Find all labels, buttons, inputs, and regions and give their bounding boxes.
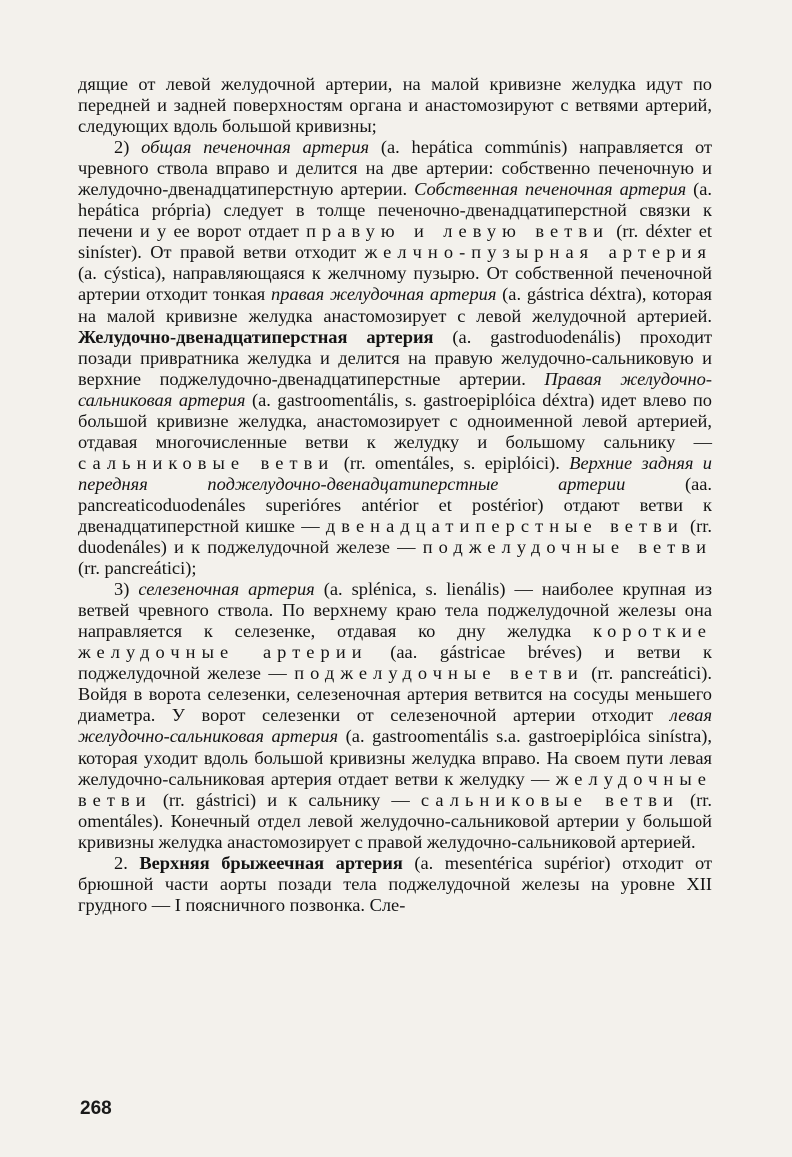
term-italic: правая желудочная артерия	[271, 284, 497, 305]
term-bold: Желудочно-двенадцатиперстная артерия	[78, 326, 434, 347]
paragraph-3	[78, 579, 712, 853]
term-spaced: желудочные ветви	[78, 768, 712, 810]
text-run: (a. hepática commúnis) направляется от чревного ствола вправо и делится на две артерии: собственно печеночную и желудочно-двенадцатиперстную артерии.	[78, 137, 712, 200]
term-spaced: короткие желудочные артерии	[78, 621, 712, 663]
term-italic: левая желудочно-сальниковая артерия	[78, 705, 712, 747]
text-run: (rr. omentáles, s. epiplóici).	[334, 452, 570, 473]
paragraph-4	[78, 853, 712, 916]
text-run: (a. gástrica déxtra), которая на малой кривизне желудка анастомозирует с левой желудочной артерией.	[78, 284, 713, 326]
text-run: дящие от левой желудочной артерии, на малой кривизне желудка идут по передней и задней поверхностям органа и анастомозируют с ветвями артерий, следующих вдоль большой кривизны;	[78, 74, 712, 137]
body-text	[78, 74, 712, 916]
list-number: 2.	[114, 852, 140, 873]
text-run: (a. gastroduodenális) проходит позади привратника желудка и делится на правую желудочно-сальниковую и верхние поджелудочно-двенадцатиперстные артерии.	[78, 326, 713, 389]
term-italic: Собственная печеночная артерия	[414, 179, 687, 200]
paragraph-2	[78, 137, 712, 579]
text-run: (a. mesentérica supérior) отходит от брюшной части аорты позади тела поджелудочной железы на уровне XII грудного — I поясничного позвонка. Сле-	[78, 852, 712, 915]
text-run: (a. gastroomentális, s. gastroepiplóica déxtra) идет влево по большой кривизне желудка, анастомозирует с одноименной левой артерией, отдавая многочисленные ветви к желудку и большому сальнику —	[78, 389, 712, 452]
term-spaced: двенадцатиперстные ветви	[325, 515, 684, 536]
text-run: (rr. déxter et siníster). От правой ветви отходит	[78, 221, 712, 263]
term-italic: селезеночная артерия	[138, 579, 315, 600]
term-spaced: поджелудочные ветви	[294, 663, 584, 684]
paragraph-1	[78, 74, 712, 137]
term-italic: Правая желудочно-сальниковая артерия	[78, 368, 712, 410]
page-number: 268	[80, 1098, 112, 1119]
term-italic: общая печеночная артерия	[141, 137, 370, 158]
text-run: (aa. gástricae bréves) и ветви к поджелудочной железе —	[78, 642, 712, 684]
text-run: (a. hepática própria) следует в толще печеночно-двенадцатиперстной связки к печени и у ее ворот отдает	[78, 179, 712, 242]
text-run: (rr. duodenáles) и к поджелудочной железе —	[78, 515, 712, 558]
term-spaced: сальниковые ветви	[420, 789, 679, 810]
term-spaced: желчно-пузырная артерия	[364, 242, 712, 263]
term-bold: Верхняя брыжеечная артерия	[139, 852, 403, 873]
term-spaced: сальниковые ветви	[78, 452, 335, 473]
list-number: 3)	[114, 579, 139, 600]
term-italic: Верхние задняя и передняя поджелудочно-двенадцатиперстные артерии	[78, 452, 713, 494]
text-run: (a. gastroomentális s.a. gastroepiplóica sinístra), которая уходит вдоль большой кривизны желудка вправо. На своем пути левая желудочно-сальниковая артерия отдает ветви к желудку —	[78, 726, 713, 789]
text-run: (a. splénica, s. lienális) — наиболее крупная из ветвей чревного ствола. По верхнему краю тела поджелудочной железы она направляется к селезенке, отдавая ко дну желудка	[78, 579, 712, 642]
text-run: (rr. pancreátici). Войдя в ворота селезенки, селезеночная артерия ветвится на сосуды меньшего диаметра. У ворот селезенки от селезеночной артерии отходит	[78, 663, 713, 726]
text-run: (rr. pancreátici);	[78, 558, 197, 579]
text-run: (rr. gástrici) и к сальнику —	[151, 789, 421, 810]
text-run: (aa. pancreaticoduodenáles superióres antérior et postérior) отдают ветви к двенадцатиперстной кишке —	[78, 473, 712, 536]
term-spaced: правую и левую ветви	[306, 221, 609, 242]
list-number: 2)	[114, 137, 142, 158]
text-run: (a. cýstica), направляющаяся к желчному пузырю. От собственной печеночной артерии отходит тонкая	[78, 263, 712, 305]
term-spaced: поджелудочные ветви	[422, 537, 713, 558]
text-run: (rr. omentáles). Конечный отдел левой желудочно-сальниковой артерии у большой кривизны желудка анастомозирует с правой желудочно-сальниковой артерией.	[78, 789, 713, 852]
